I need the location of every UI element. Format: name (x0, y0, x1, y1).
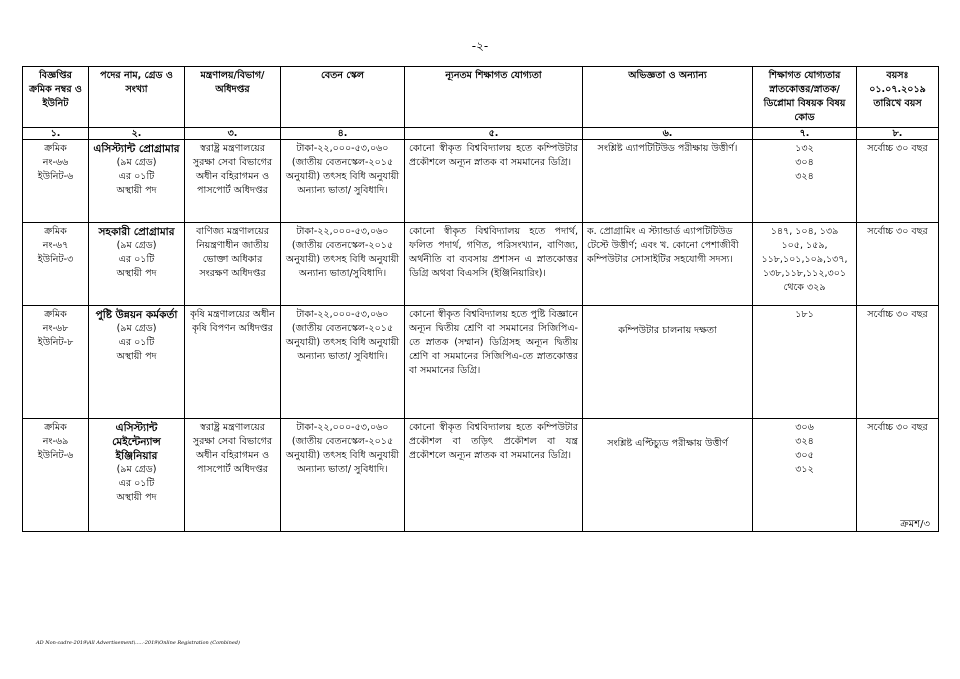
post-grade: (৯ম গ্রেড) (116, 323, 157, 334)
pay-scale-cell: টাকা-২২,০০০-৫৩,০৬০ (জাতীয় বেতনস্কেল-২০১৫ অনুযায়ী) তৎসহ বিধি অনুযায়ী অন্যান্য ভাতা/সুবিধাদি। (281, 223, 405, 306)
serial-label: ক্রমিক (44, 309, 67, 320)
post-cell (89, 419, 185, 532)
serial-unit: ইউনিট-৩ (37, 254, 74, 265)
experience-cell: সংশ্লিষ্ট এপ্টিচ্যুড পরীক্ষায় উত্তীর্ণ (583, 419, 753, 532)
header-experience: অভিজ্ঞতা ও অন্যান্য (583, 67, 753, 128)
subject-code: ১৪৭, ১০৪, ১৩৯ (770, 226, 839, 237)
page-number: -২- (471, 39, 489, 53)
education-cell: কোনো স্বীকৃত বিশ্ববিদ্যালয় হতে পদার্থ, ফলিত পদার্থ, গণিত, পরিসংখ্যান, বাণিজ্য, অর্থনীতি বা ব্যবসায় প্রশাসন এ স্নাতকোত্তর ডিগ্রি অথবা বিএসসি (ইঞ্জিনিয়ারিং)। (405, 223, 583, 306)
subject-code-cell (753, 306, 857, 419)
table-row (23, 419, 939, 532)
header-ministry: মন্ত্রণালয়/বিভাগ/ অধিদপ্তর (185, 67, 281, 128)
column-number: ৫. (405, 128, 583, 140)
age-cell: সর্বোচ্চ ৩০ বছর (857, 223, 939, 306)
post-title: পুষ্টি উন্নয়ন কর্মকর্তা (95, 309, 178, 321)
education-cell: কোনো স্বীকৃত বিশ্ববিদ্যালয় হতে কম্পিউটার প্রকৌশলে অন্যূন স্নাতক বা সমমানের ডিগ্রি। (405, 140, 583, 223)
pay-scale-cell: টাকা-২২,০০০-৫৩,০৬০ (জাতীয় বেতনস্কেল-২০১৫ অনুযায়ী) তৎসহ বিধি অনুযায়ী অন্যান্য ভাতা/ সুবিধাদি। (281, 306, 405, 419)
continued-marker: ক্রমশ/৩ (900, 519, 930, 530)
header-pay-scale: বেতন স্কেল (281, 67, 405, 128)
post-cell (89, 306, 185, 419)
post-title: এসিস্ট্যান্ট মেইন্টেন্যান্স ইঞ্জিনিয়ার (112, 422, 161, 462)
ministry-cell: স্বরাষ্ট্র মন্ত্রণালয়ের সুরক্ষা সেবা বিভাগের অধীন বহিরাগমন ও পাসপোর্ট অধিদপ্তর (185, 140, 281, 223)
serial-cell (23, 306, 89, 419)
age-cell: সর্বোচ্চ ৩০ বছর (857, 306, 939, 419)
column-number: ২. (89, 128, 185, 140)
post-title: সহকারী প্রোগ্রামার (98, 226, 175, 238)
post-type: অস্থায়ী পদ (116, 185, 157, 196)
subject-code: ১১৮,১০১,১০৯,১৩৭, (761, 254, 848, 265)
ministry-cell: বাণিজ্য মন্ত্রণালয়ের নিয়ন্ত্রণাধীন জাতীয় ভোক্তা অধিকার সংরক্ষণ অধিদপ্তর (185, 223, 281, 306)
experience-cell: ক. প্রোগ্রামিং এ স্ট্যান্ডার্ড এ্যাপটিটিউড টেস্টে উত্তীর্ণ; এবং খ. কোনো পেশাজীবী কম্পিউটার সোসাইটির সহযোগী সদস্য। (583, 223, 753, 306)
column-number: ৭. (753, 128, 857, 140)
recruitment-table (22, 66, 939, 532)
serial-label: ক্রমিক (44, 143, 67, 154)
serial-number: নং-৬৮ (42, 323, 69, 334)
subject-code-cell (753, 223, 857, 306)
table-row (23, 223, 939, 306)
subject-code: ৩২৪ (795, 436, 814, 447)
serial-cell (23, 140, 89, 223)
subject-code: ১০৫, ১৫৯, (781, 240, 828, 251)
experience-cell: কম্পিউটার চালনায় দক্ষতা (583, 306, 753, 419)
subject-code: ১৩৮,১১৮,১১২,৩০১ (762, 268, 847, 279)
subject-code: ১৩২ (795, 143, 814, 154)
age-cell: সর্বোচ্চ ৩০ বছর (857, 419, 939, 532)
post-cell (89, 140, 185, 223)
age-cell: সর্বোচ্চ ৩০ বছর (857, 140, 939, 223)
post-type: অস্থায়ী পদ (116, 268, 157, 279)
post-grade: (৯ম গ্রেড) (116, 464, 157, 475)
post-type: অস্থায়ী পদ (116, 492, 157, 503)
post-title: এসিস্ট্যান্ট প্রোগ্রামার (93, 143, 180, 155)
serial-unit: ইউনিট-৬ (37, 450, 74, 461)
serial-unit: ইউনিট-৮ (37, 337, 74, 348)
subject-code-cell (753, 140, 857, 223)
post-count: এর ০১টি (118, 254, 155, 265)
serial-number: নং-৬৬ (42, 157, 69, 168)
header-post: পদের নাম, গ্রেড ও সংখ্যা (89, 67, 185, 128)
education-cell: কোনো স্বীকৃত বিশ্ববিদ্যালয় হতে কম্পিউটার প্রকৌশল বা তড়িৎ প্রকৌশল বা যন্ত্র প্রকৌশলে অন্যূন স্নাতক বা সমমানের ডিগ্রি। (405, 419, 583, 532)
subject-code: ১৮১ (795, 309, 814, 320)
serial-number: নং-৬৭ (42, 240, 69, 251)
column-number: ৮. (857, 128, 939, 140)
education-cell: কোনো স্বীকৃত বিশ্ববিদ্যালয় হতে পুষ্টি বিজ্ঞানে অন্যূন দ্বিতীয় শ্রেণি বা সমমানের সিজিপিএ-তে স্নাতক (সম্মান) ডিগ্রিসহ অন্যূন দ্বিতীয় শ্রেণি বা সমমানের সিজিপিএ-তে স্নাতকোত্তর বা সমমানের ডিগ্রি। (405, 306, 583, 419)
serial-unit: ইউনিট-৬ (37, 171, 74, 182)
header-row (23, 67, 939, 128)
subject-code-cell (753, 419, 857, 532)
post-count: এর ০১টি (118, 478, 155, 489)
post-grade: (৯ম গ্রেড) (116, 157, 157, 168)
serial-number: নং-৬৯ (42, 436, 69, 447)
column-number: ১. (23, 128, 89, 140)
subject-code: ৩০৫ (795, 450, 814, 461)
serial-cell (23, 223, 89, 306)
footer-file-path: AD Non-cadre-2019\All Advertisement\.....-2019\Online Registration (Combined) (36, 640, 240, 646)
subject-code: ৩০৬ (795, 422, 814, 433)
serial-cell (23, 419, 89, 532)
header-age: বয়সঃ ০১.০৭.২০১৯ তারিখে বয়স (857, 67, 939, 128)
header-education: ন্যূনতম শিক্ষাগত যোগ্যতা (405, 67, 583, 128)
header-subject-code: শিক্ষাগত যোগ্যতার স্নাতকোত্তর/স্নাতক/ ডিপ্লোমা বিষয়ক বিষয় কোড (753, 67, 857, 128)
column-number-row (23, 128, 939, 140)
column-number: ৪. (281, 128, 405, 140)
ministry-cell: স্বরাষ্ট্র মন্ত্রণালয়ের সুরক্ষা সেবা বিভাগের অধীন বহিরাগমন ও পাসপোর্ট অধিদপ্তর (185, 419, 281, 532)
post-count: এর ০১টি (118, 337, 155, 348)
post-grade: (৯ম গ্রেড) (116, 240, 157, 251)
recruitment-table-wrapper (22, 66, 938, 532)
subject-code: ৩২৪ (795, 171, 814, 182)
table-row (23, 140, 939, 223)
pay-scale-cell: টাকা-২২,০০০-৫৩,০৬০ (জাতীয় বেতনস্কেল-২০১৫ অনুযায়ী) তৎসহ বিধি অনুযায়ী অন্যান্য ভাতা/ সুবিধাদি। (281, 419, 405, 532)
column-number: ৬. (583, 128, 753, 140)
table-row (23, 306, 939, 419)
post-cell (89, 223, 185, 306)
subject-code: থেকে ৩২৯ (783, 282, 826, 293)
experience-cell: সংশ্লিষ্ট এ্যাপটিটিউড পরীক্ষায় উত্তীর্ণ। (583, 140, 753, 223)
column-number: ৩. (185, 128, 281, 140)
post-type: অস্থায়ী পদ (116, 351, 157, 362)
subject-code: ৩১২ (795, 464, 814, 475)
ministry-cell: কৃষি মন্ত্রণালয়ের অধীন কৃষি বিপণন অধিদপ্তর (185, 306, 281, 419)
serial-label: ক্রমিক (44, 226, 67, 237)
post-count: এর ০১টি (118, 171, 155, 182)
header-serial: বিজ্ঞপ্তির ক্রমিক নম্বর ও ইউনিট (23, 67, 89, 128)
serial-label: ক্রমিক (44, 422, 67, 433)
pay-scale-cell: টাকা-২২,০০০-৫৩,০৬০ (জাতীয় বেতনস্কেল-২০১৫ অনুযায়ী) তৎসহ বিধি অনুযায়ী অন্যান্য ভাতা/ সুবিধাদি। (281, 140, 405, 223)
subject-code: ৩০৪ (795, 157, 814, 168)
